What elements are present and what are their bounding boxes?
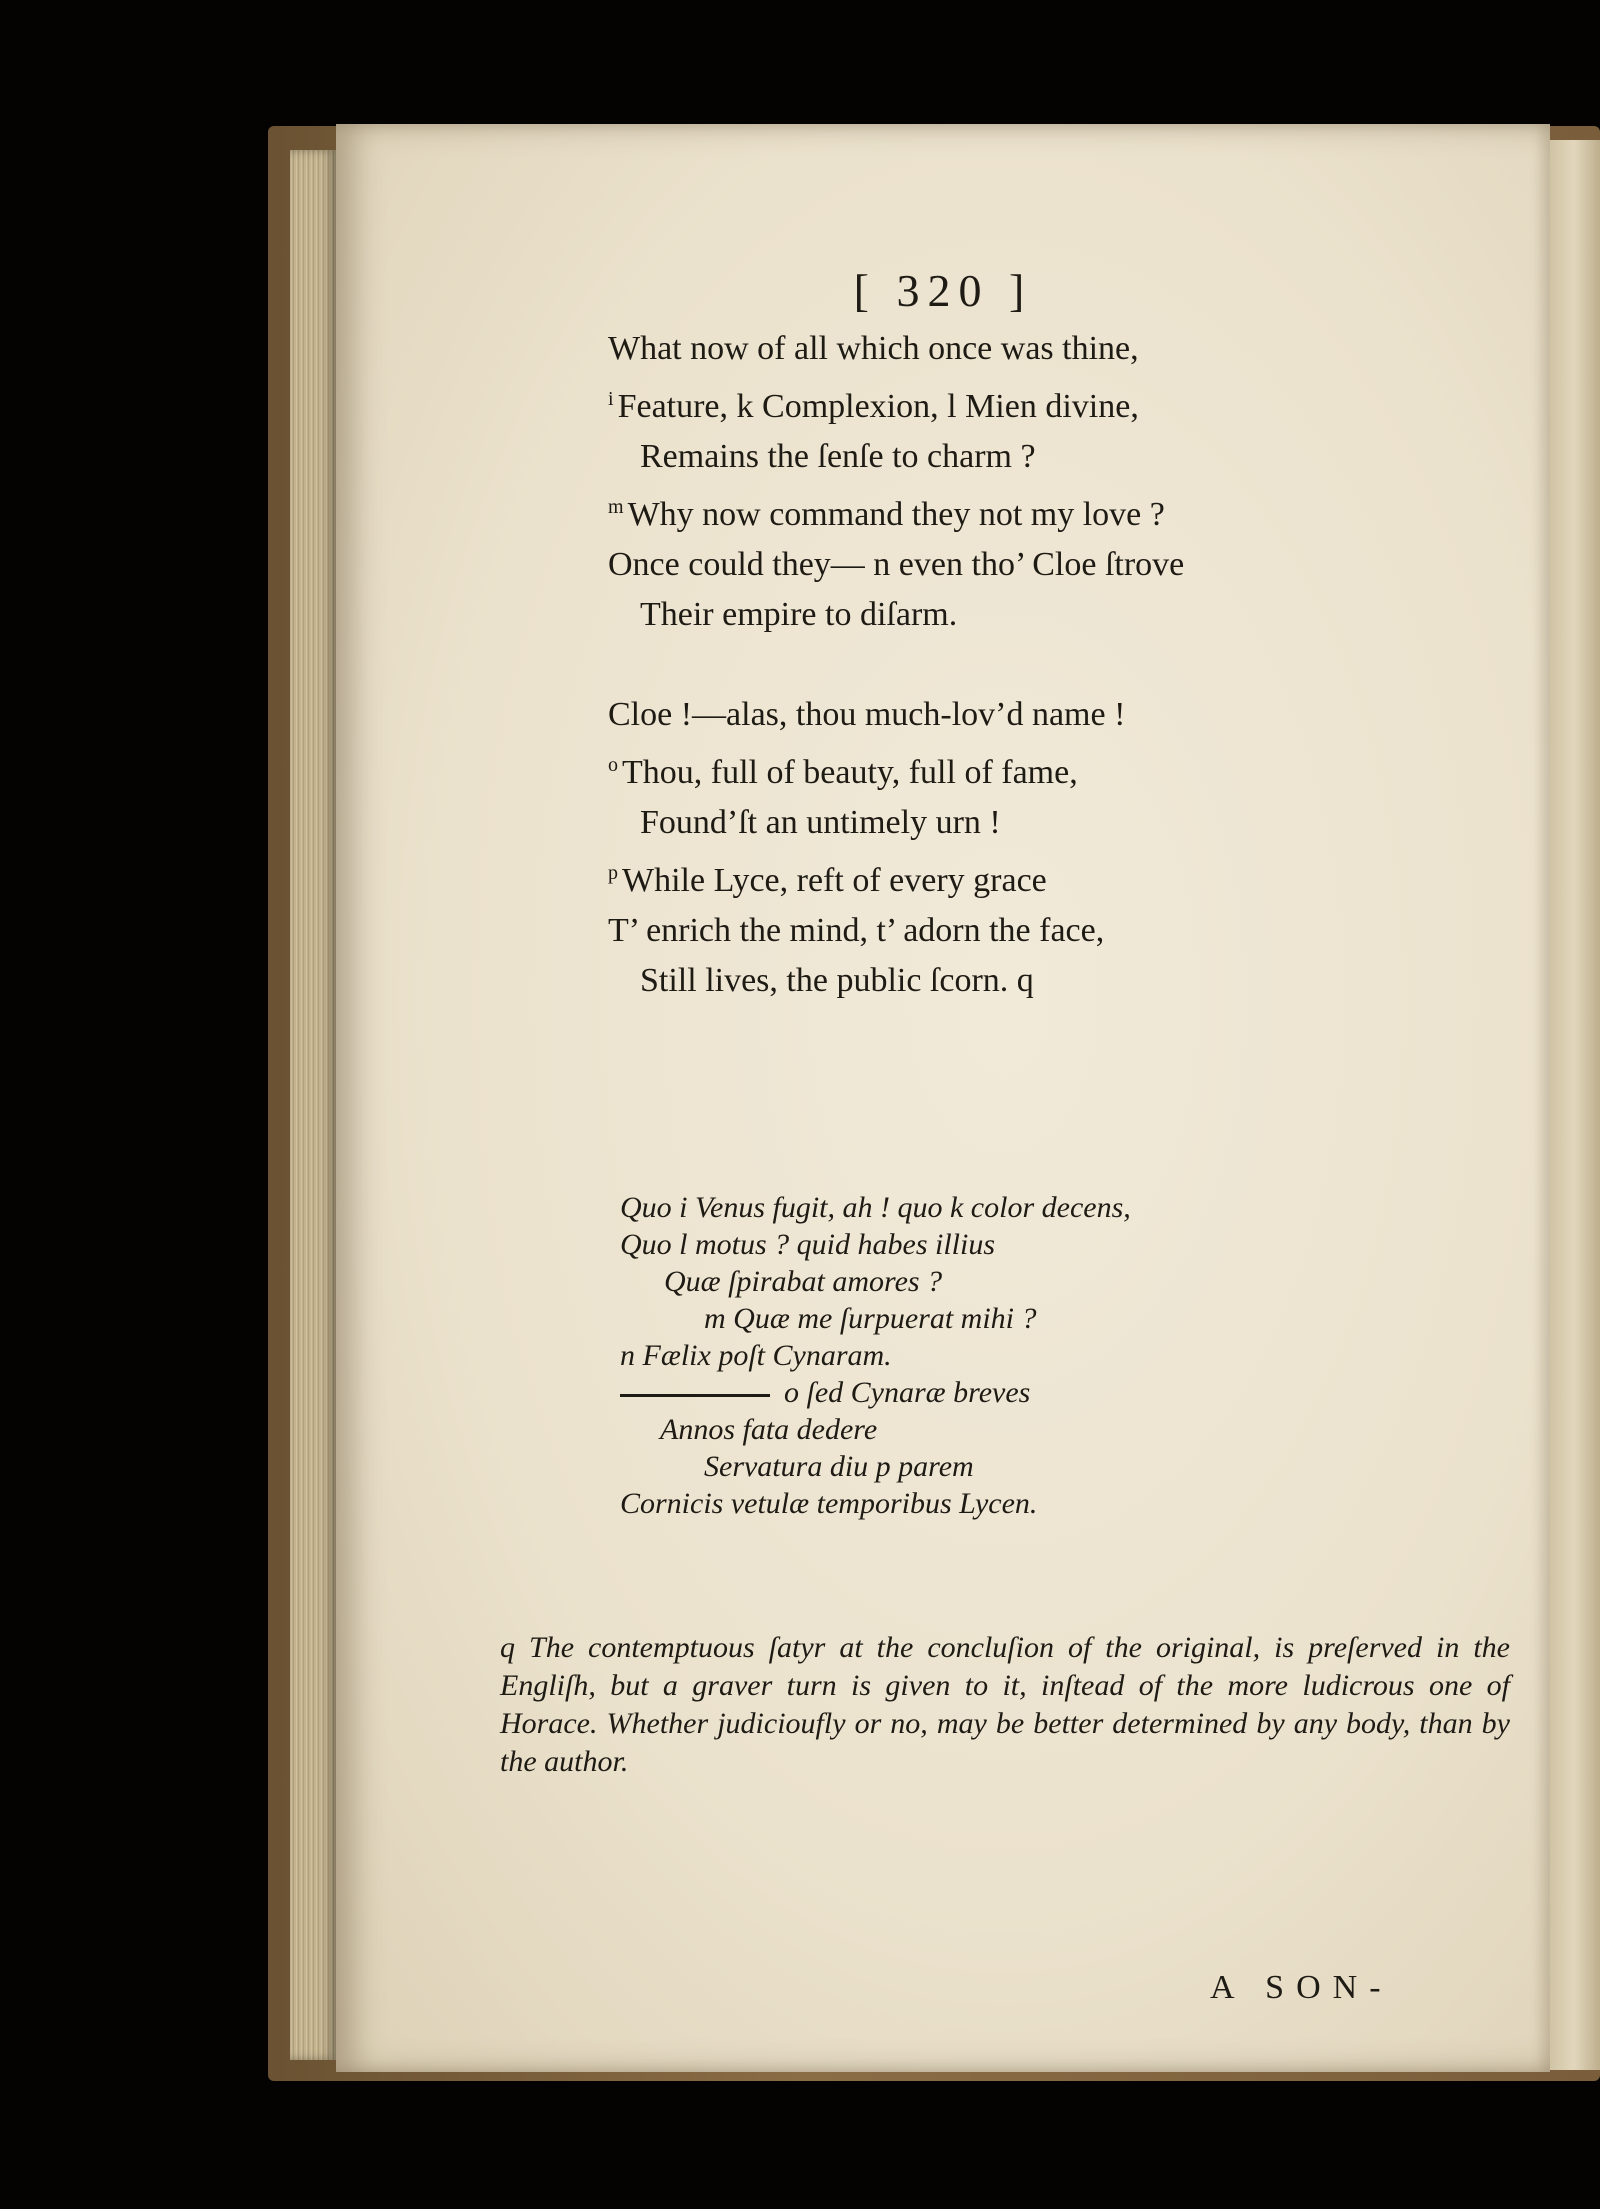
poem-line (608, 848, 1184, 906)
footnote: q The contemptuous ſatyr at the concluſion of the original, is preſerved in the Engliſh, but a graver turn is given to it, inſtead of the more ludicrous one of Horace. Whether judicioufly or no, may be better determined by any body, than by the author. (500, 1631, 1510, 1778)
note-mark: o (608, 754, 618, 776)
latin-line: m Quæ me ſurpuerat mihi ? (704, 1302, 1037, 1335)
note-mark: p (608, 862, 618, 884)
page-number-header: [ 320 ] (853, 265, 1033, 316)
poem-line: Cloe !—alas, thou much-lov’d name ! (608, 696, 1126, 733)
latin-line: Cornicis vetulæ temporibus Lycen. (620, 1487, 1038, 1520)
poem-line: Still lives, the public ſcorn. q (640, 962, 1034, 999)
poem-line: Their empire to diſarm. (640, 596, 958, 633)
catchword: A SON- (1210, 1969, 1393, 2006)
dash-rule (620, 1394, 770, 1397)
poem-line-text: Thou, full of beauty, full of fame, (622, 754, 1078, 791)
latin-line: Quæ ſpirabat amores ? (664, 1265, 943, 1298)
latin-line: Annos fata dedere (660, 1413, 878, 1446)
poem (608, 324, 1184, 1006)
poem-line: What now of all which once was thine, (608, 330, 1139, 367)
poem-line: Once could they— n even tho’ Cloe ſtrove (608, 546, 1185, 583)
poem-line: Found’ſt an untimely urn ! (640, 804, 1001, 841)
poem-line-text: Feature, k Complexion, l Mien divine, (617, 388, 1139, 425)
latin-line: Quo i Venus fugit, ah ! quo k color decens, (620, 1191, 1131, 1224)
page-edges (290, 150, 336, 2060)
latin-original (620, 1189, 1131, 1522)
poem-line-text: While Lyce, reft of every grace (622, 862, 1047, 899)
poem-line: Remains the ſenſe to charm ? (640, 438, 1036, 475)
poem-line-text: Why now command they not my love ? (627, 496, 1165, 533)
poem-line (608, 482, 1184, 540)
right-page-edge (1548, 140, 1600, 2070)
book-page (336, 124, 1550, 2072)
latin-line: Quo l motus ? quid habes illius (620, 1228, 996, 1261)
latin-line: n Fælix poſt Cynaram. (620, 1339, 892, 1372)
poem-line (608, 374, 1184, 432)
latin-line: Servatura diu p parem (704, 1450, 974, 1483)
note-mark: m (608, 496, 624, 518)
poem-line (608, 740, 1184, 798)
poem-line: T’ enrich the mind, t’ adorn the face, (608, 912, 1105, 949)
note-mark: i (608, 388, 614, 410)
latin-line: o ſed Cynaræ breves (784, 1376, 1031, 1409)
